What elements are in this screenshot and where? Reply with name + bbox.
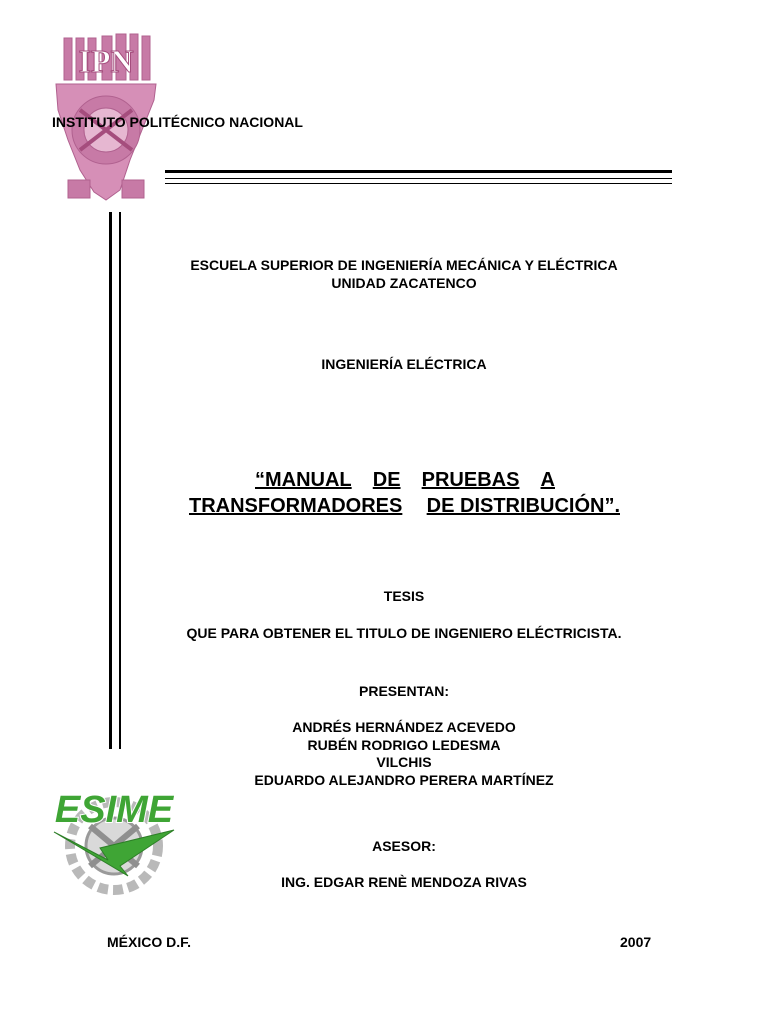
thesis-title-word: TRANSFORMADORES <box>189 495 403 517</box>
author-name: VILCHIS <box>376 754 432 770</box>
side-rule-thin <box>119 212 121 749</box>
presenters-label: PRESENTAN: <box>359 683 449 699</box>
svg-text:IPN: IPN <box>78 43 134 79</box>
thesis-title-word: DE <box>372 469 401 491</box>
thesis-label: TESIS <box>383 588 425 604</box>
advisor-label: ASESOR: <box>372 838 436 854</box>
thesis-title-word: “MANUAL <box>255 469 352 491</box>
header-rule-thin-2 <box>165 183 672 184</box>
place: MÉXICO D.F. <box>107 934 192 950</box>
header-rule-thin <box>165 178 672 179</box>
thesis-title-line-1 <box>255 469 555 492</box>
degree-statement: QUE PARA OBTENER EL TITULO DE INGENIERO ELÉCTRICISTA. <box>186 625 622 641</box>
side-rule-thick <box>109 212 112 749</box>
author-name: EDUARDO ALEJANDRO PERERA MARTÍNEZ <box>254 772 554 788</box>
school-name: ESCUELA SUPERIOR DE INGENIERÍA MECÁNICA Y ELÉCTRICA <box>190 257 618 273</box>
header-rule-thick <box>165 170 672 173</box>
thesis-title-word: PRUEBAS <box>421 469 520 491</box>
author-name: RUBÉN RODRIGO LEDESMA <box>307 737 501 753</box>
year: 2007 <box>620 934 652 950</box>
advisor-name: ING. EDGAR RENÈ MENDOZA RIVAS <box>281 874 527 890</box>
school-unit: UNIDAD ZACATENCO <box>331 275 477 291</box>
institution-name: INSTITUTO POLITÉCNICO NACIONAL <box>52 114 303 130</box>
svg-text:ESIME: ESIME <box>54 789 174 831</box>
author-name: ANDRÉS HERNÁNDEZ ACEVEDO <box>292 719 516 735</box>
thesis-title-line-2 <box>189 495 620 518</box>
thesis-title-word: DE DISTRIBUCIÓN”. <box>426 495 620 517</box>
thesis-title-word: A <box>540 469 555 491</box>
program-name: INGENIERÍA ELÉCTRICA <box>321 356 487 372</box>
